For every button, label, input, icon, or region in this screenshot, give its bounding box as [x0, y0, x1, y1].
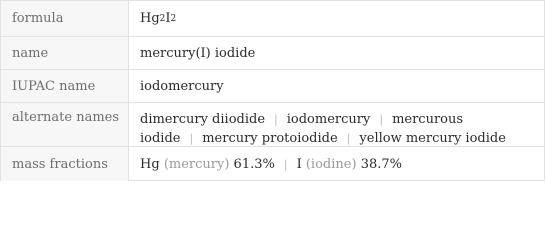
mass-symbol: I	[296, 156, 302, 172]
name-value: mercury(I) iodide	[140, 45, 256, 61]
mass-symbol: Hg	[140, 156, 160, 172]
alternate-name: iodomercury	[286, 112, 371, 127]
formula-element-1: Hg	[140, 11, 160, 26]
formula-label: formula	[1, 1, 129, 36]
alternate-name: dimercury diiodide	[140, 112, 266, 127]
formula-element-2: I	[165, 11, 171, 26]
iupac-row	[1, 69, 544, 102]
alternate-names-value	[129, 103, 544, 146]
mass-percent: 61.3%	[233, 156, 275, 172]
alternate-name: yellow mercury iodide	[359, 131, 506, 146]
alternate-name: mercurous iodide	[140, 112, 464, 146]
alternate-names-row	[1, 102, 544, 146]
separator: |	[189, 132, 194, 145]
separator: |	[379, 113, 384, 126]
formula-row	[1, 1, 544, 36]
mass-percent: 38.7%	[360, 156, 402, 172]
separator: |	[283, 157, 288, 171]
formula-value: Hg 2 I 2	[140, 11, 177, 26]
name-row	[1, 36, 544, 69]
alternate-names-label: alternate names	[1, 103, 129, 146]
separator: |	[274, 113, 278, 126]
iupac-label: IUPAC name	[1, 70, 129, 102]
mass-fractions-label: mass fractions	[1, 147, 129, 181]
mass-fractions-row	[1, 146, 544, 181]
name-label: name	[1, 37, 129, 69]
separator: |	[346, 132, 351, 145]
mass-fractions-value	[129, 147, 544, 181]
iupac-value: iodomercury	[140, 78, 224, 94]
alternate-name: mercury protoiodide	[202, 131, 338, 146]
mass-element-name: (iodine)	[305, 156, 357, 172]
mass-element-name: (mercury)	[163, 156, 230, 172]
